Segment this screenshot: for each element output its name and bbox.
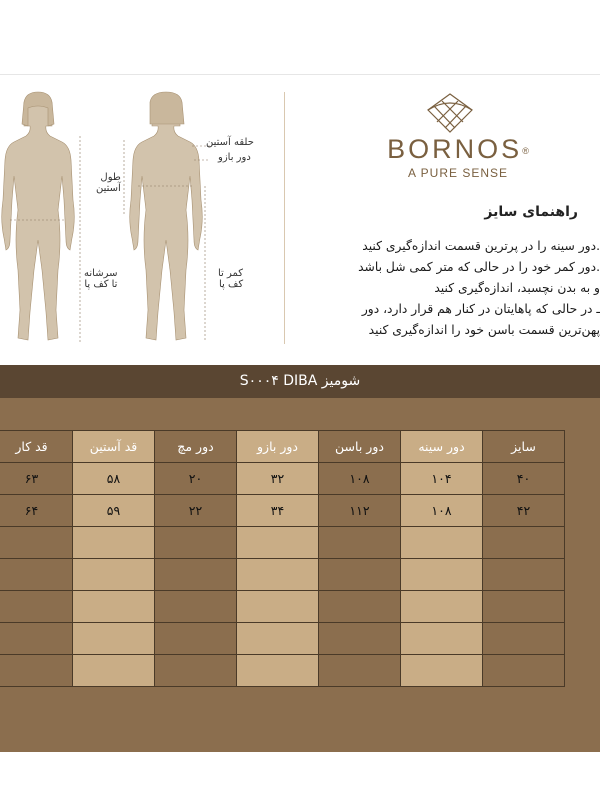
guide-line: و به بدن نچسبد، اندازه‌گیری کنید <box>434 281 600 295</box>
label-shoulder-to-sole: سرشانه تا کف پا <box>84 268 118 290</box>
table-cell <box>237 527 319 559</box>
table-cell: ۲۲ <box>155 495 237 527</box>
table-cell <box>319 591 401 623</box>
table-cell <box>237 591 319 623</box>
table-header-cell: قد کار <box>0 431 73 463</box>
front-figure <box>2 92 75 340</box>
table-row <box>0 495 565 527</box>
table-cell <box>401 527 483 559</box>
table-cell <box>73 559 155 591</box>
table-cell <box>483 591 565 623</box>
table-row <box>0 527 565 559</box>
size-table-section <box>0 365 600 752</box>
table-cell <box>73 591 155 623</box>
table-cell <box>319 623 401 655</box>
table-cell: ۱۰۸ <box>319 463 401 495</box>
section-divider <box>284 92 285 344</box>
table-cell <box>155 559 237 591</box>
table-cell <box>73 623 155 655</box>
brand-name: BORNOS® <box>387 134 529 164</box>
table-header-row <box>0 431 565 463</box>
table-cell <box>155 623 237 655</box>
table-cell <box>483 527 565 559</box>
label-arm-circumference: دور بازو <box>218 152 251 163</box>
size-guide-instructions <box>300 236 600 341</box>
table-cell <box>401 623 483 655</box>
table-cell: ۱۰۸ <box>401 495 483 527</box>
table-cell <box>155 655 237 687</box>
body-figures <box>0 90 285 350</box>
table-cell: ۴۲ <box>483 495 565 527</box>
table-cell: ۵۹ <box>73 495 155 527</box>
body-silhouettes-illustration <box>0 90 285 350</box>
product-title: شومیز S۰۰۰۴ DIBA <box>239 373 361 389</box>
label-sleeve-hole: حلقه آستین <box>206 137 254 148</box>
table-cell <box>483 559 565 591</box>
table-cell <box>73 527 155 559</box>
table-cell <box>0 655 73 687</box>
size-guide-title: راهنمای سایز <box>484 204 578 220</box>
table-cell: ۳۲ <box>237 463 319 495</box>
table-row <box>0 559 565 591</box>
table-cell: ۶۳ <box>0 463 73 495</box>
table-cell: ۱۱۲ <box>319 495 401 527</box>
label-sleeve-length: طول آستین <box>96 172 121 194</box>
table-cell <box>483 655 565 687</box>
label-waist-to-sole: کمر تا کف پا <box>218 268 244 290</box>
table-header-cell: قد آستین <box>73 431 155 463</box>
table-cell: ۵۸ <box>73 463 155 495</box>
table-row <box>0 655 565 687</box>
table-header-cell: دور باسن <box>319 431 401 463</box>
table-cell: ۳۴ <box>237 495 319 527</box>
guide-line: .دور سینه را در پرترین قسمت اندازه‌گیری کنید <box>362 239 600 253</box>
size-table <box>0 430 565 687</box>
table-cell <box>401 559 483 591</box>
table-cell <box>401 655 483 687</box>
table-cell: ۱۰۴ <box>401 463 483 495</box>
table-row <box>0 463 565 495</box>
table-cell <box>0 559 73 591</box>
table-cell <box>0 623 73 655</box>
brand-tagline: A PURE SENSE <box>407 166 509 180</box>
guide-line: ـ در حالی که پاهایتان در کنار هم قرار دارد، دور <box>361 302 600 316</box>
table-row <box>0 591 565 623</box>
table-header-cell: سایز <box>483 431 565 463</box>
guide-line: .دور کمر خود را در حالی که متر کمی شل باشد <box>358 260 600 274</box>
table-cell <box>0 591 73 623</box>
table-cell: ۴۰ <box>483 463 565 495</box>
table-cell <box>319 655 401 687</box>
table-cell <box>319 527 401 559</box>
table-cell: ۶۴ <box>0 495 73 527</box>
brand-panel <box>300 86 600 356</box>
table-cell <box>237 655 319 687</box>
table-header-cell: دور مچ <box>155 431 237 463</box>
table-cell <box>483 623 565 655</box>
guide-line: پهن‌ترین قسمت باسن خود را اندازه‌گیری کنید <box>368 323 600 337</box>
table-header-cell: دور بازو <box>237 431 319 463</box>
table-cell <box>319 559 401 591</box>
table-cell <box>0 527 73 559</box>
top-divider <box>0 74 600 75</box>
diamond-lattice-logo-icon <box>425 92 475 134</box>
table-cell <box>73 655 155 687</box>
table-cell <box>155 591 237 623</box>
table-cell <box>237 623 319 655</box>
table-cell: ۲۰ <box>155 463 237 495</box>
table-cell <box>401 591 483 623</box>
table-cell <box>155 527 237 559</box>
back-figure <box>130 92 203 340</box>
table-row <box>0 623 565 655</box>
table-cell <box>237 559 319 591</box>
table-header-cell: دور سینه <box>401 431 483 463</box>
table-title-bar <box>0 365 600 398</box>
